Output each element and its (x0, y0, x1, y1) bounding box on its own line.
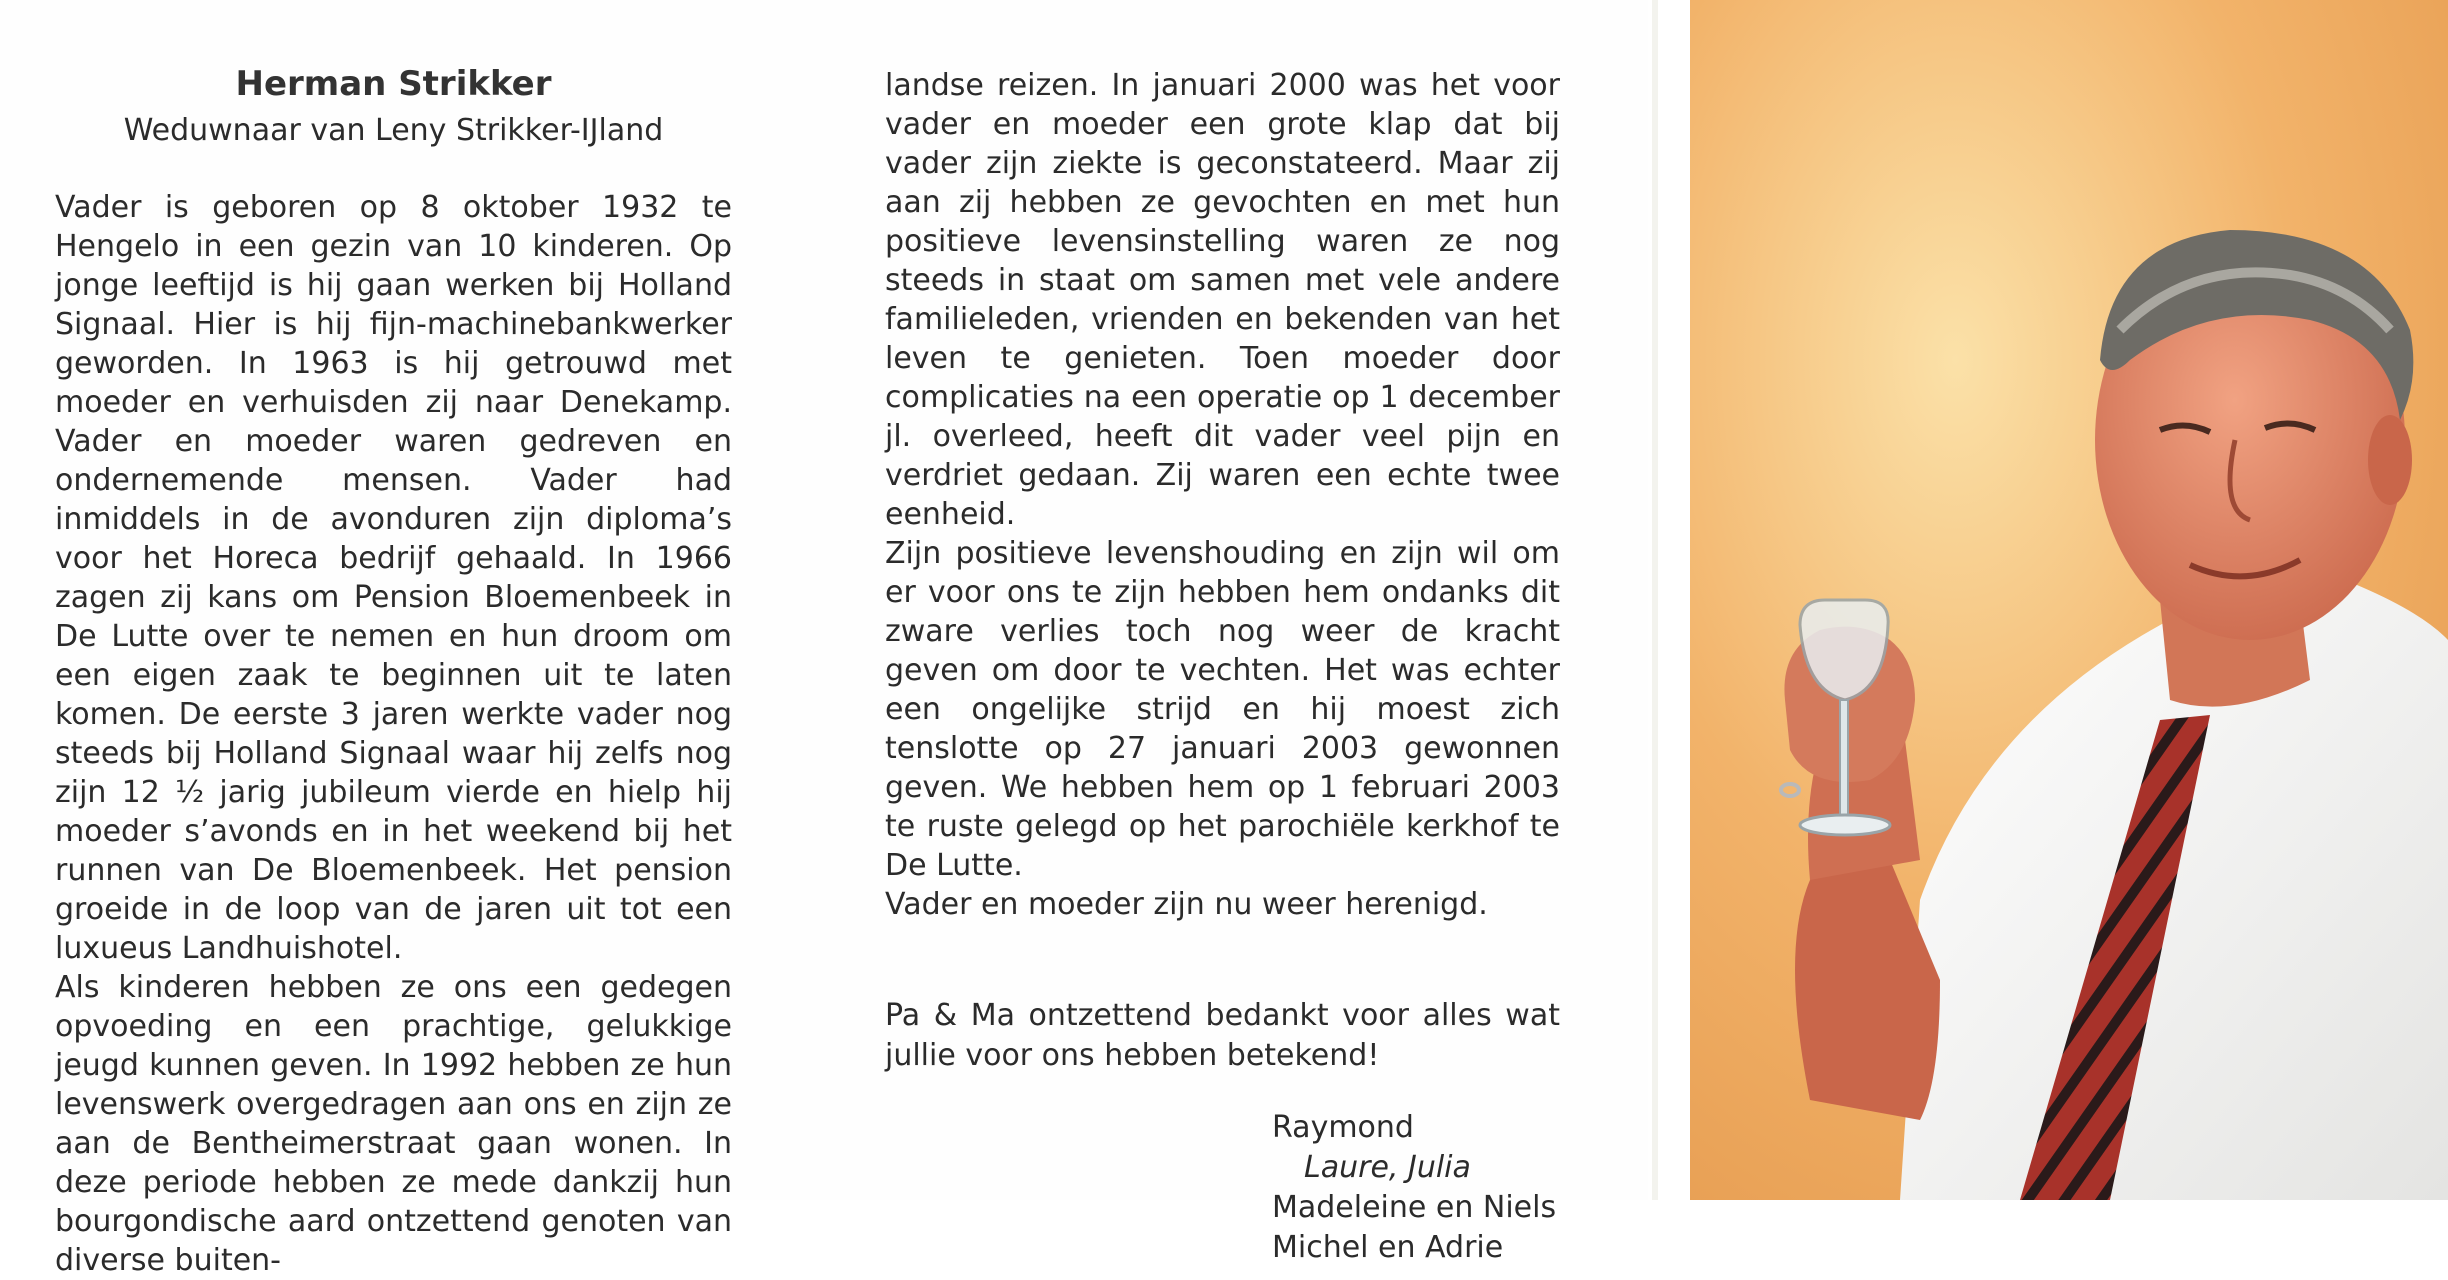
card-fold (1652, 0, 1658, 1200)
signature-list (1272, 1108, 1560, 1268)
right-column (885, 66, 1560, 1268)
subtitle: Weduwnaar van Leny Strikker-IJland (123, 113, 664, 148)
signature: Laure, Julia (1304, 1150, 1471, 1185)
biography-paragraph: Vader en moeder zijn nu weer herenigd. (885, 887, 1488, 922)
biography-paragraph: Zijn positieve levenshouding en zijn wil om er voor ons te zijn hebben hem ondanks dit zware verlies toch nog weer de kracht geven om door te vechten. Het was echter een ongelijke strijd en hij moest zich tenslotte op 27 januari 2003 gewonnen geven. We hebben hem op 1 februari 2003 te ruste gelegd op het parochiële kerkhof te De Lutte. (885, 536, 1560, 883)
signature: Madeleine en Niels (1272, 1190, 1557, 1225)
biography-paragraph: Vader is geboren op 8 oktober 1932 te Hengelo in een gezin van 10 kinderen. Op jonge leeftijd is hij gaan werken bij Holland Signaal. Hier is hij fijn-machinebankwerker geworden. In 1963 is hij getrouwd met moeder en verhuisden zij naar Denekamp. Vader en moeder waren gedreven en ondernemende mensen. Vader had inmiddels in de avonduren zijn diploma’s voor het Horeca bedrijf gehaald. In 1966 zagen zij kans om Pension Bloemenbeek in De Lutte over te nemen en hun droom om een eigen zaak te beginnen uit te laten komen. De eerste 3 jaren werkte vader nog steeds bij Holland Signaal waar hij zelfs nog zijn 12 ½ jarig jubileum vierde en hielp hij moeder s’avonds en in het weekend bij het runnen van De Bloemenbeek. Het pension groeide in de loop van de jaren uit tot een luxueus Landhuishotel. (55, 190, 732, 966)
left-column (55, 60, 732, 1280)
biography-paragraph: landse reizen. In januari 2000 was het voor vader en moeder een grote klap dat bij vader zijn ziekte is geconstateerd. Maar zij aan zij hebben ze gevochten en met hun positieve levensinstelling waren ze nog steeds in staat om samen met vele andere familieleden, vrienden en bekenden van het leven te genieten. Toen moeder door complicaties na een operatie op 1 december jl. overleed, heeft dit vader veel pijn en verdriet gedaan. Zij waren een echte twee eenheid. (885, 68, 1560, 532)
deceased-name: Herman Strikker (235, 64, 552, 104)
portrait-photo-icon (1690, 0, 2448, 1200)
portrait-photo (1690, 0, 2448, 1200)
thanks-message: Pa & Ma ontzettend bedankt voor alles wat jullie voor ons hebben betekend! (885, 998, 1560, 1073)
signature: Michel en Adrie (1272, 1230, 1504, 1265)
biography-paragraph: Als kinderen hebben ze ons een gedegen opvoeding en een prachtige, gelukkige jeugd kunnen geven. In 1992 hebben ze hun levenswerk overgedragen aan ons en zijn ze aan de Bentheimerstraat gaan wonen. In deze periode hebben ze mede dankzij hun bourgondische aard ontzettend genoten van diverse buiten- (55, 970, 732, 1278)
signature: Raymond (1272, 1110, 1414, 1145)
